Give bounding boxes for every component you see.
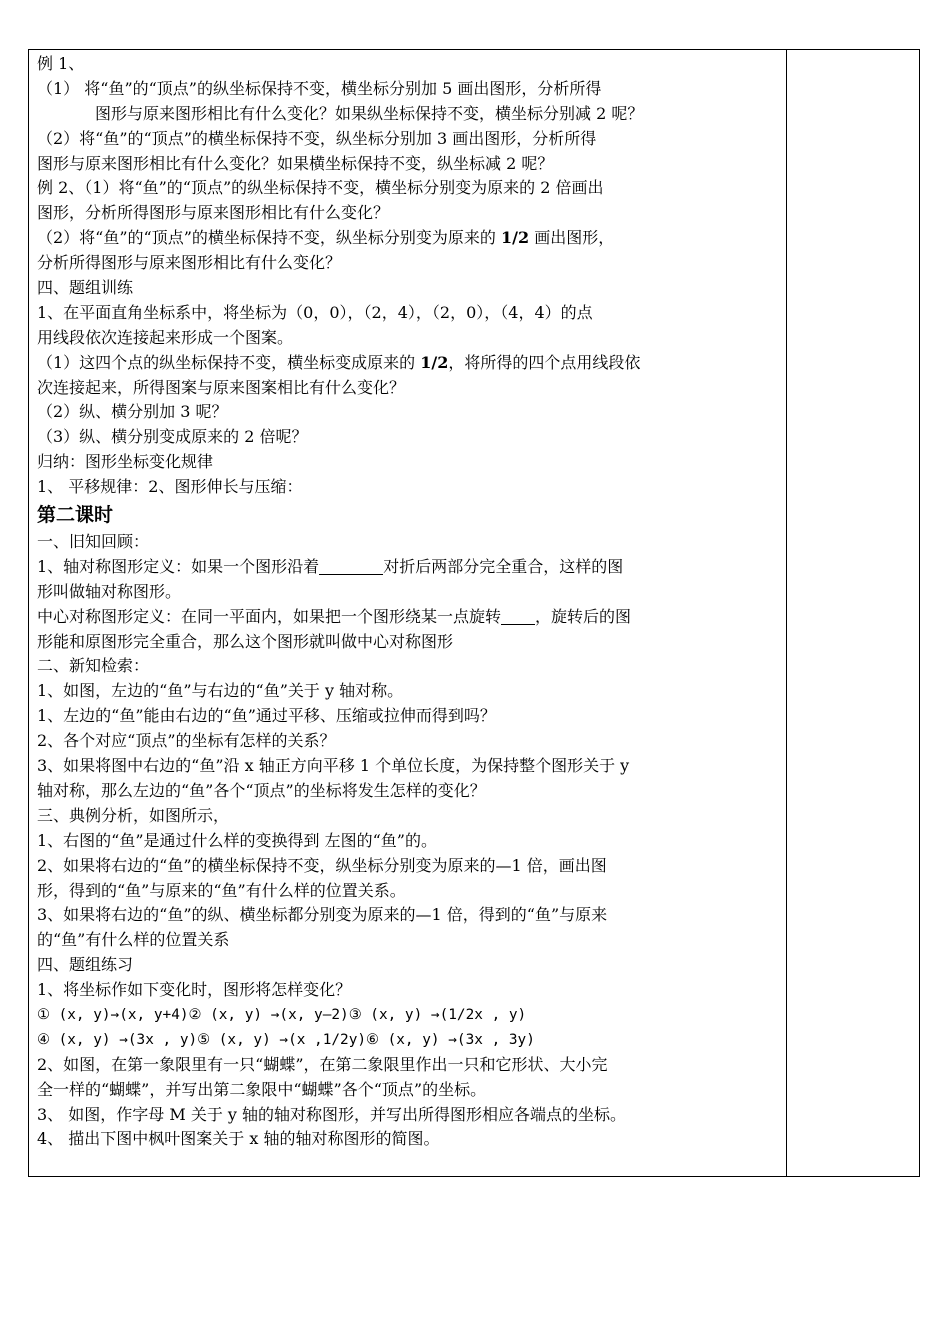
section-4-title: 四、题组训练 — [37, 278, 134, 298]
lesson-content — [37, 52, 749, 1152]
example-1-question-1-cont: 图形与原来图形相比有什么变化？如果纵坐标保持不变，横坐标分别减 2 呢？ — [95, 103, 644, 123]
drill-item: 4、 描出下图中枫叶图案关于 x 轴的轴对称图形的简图。 — [37, 1129, 440, 1149]
example-1-title: 例 1、 — [37, 54, 85, 73]
axis-symmetry-definition-cont: 形叫做轴对称图形。 — [37, 581, 182, 601]
summary-items: 1、 平移规律：2、图形伸长与压缩： — [37, 477, 303, 497]
text-segment: ，旋转后的图 — [535, 606, 632, 626]
new-knowledge-item: 1、如图，左边的“鱼”与右边的“鱼”关于 y 轴对称。 — [37, 681, 404, 701]
central-symmetry-definition — [37, 605, 749, 630]
text-segment: 对折后两部分完全重合，这样的图 — [383, 556, 624, 576]
review-title: 一、旧知回顾： — [37, 532, 150, 552]
drill-transform-row: ① (x, y)→(x, y+4)② (x, y) →(x, y—2)③ (x, y) →(1/2x , y) — [37, 1006, 527, 1023]
lesson-2-heading: 第二课时 — [37, 504, 114, 527]
text-segment: 1、轴对称图形定义：如果一个图形沿着 — [37, 556, 320, 576]
drill-transform-row: ④ (x, y) →(3x , y)⑤ (x, y) →(x ,1/2y)⑥ (x, y) →(3x , 3y) — [37, 1031, 535, 1048]
example-1-question-2-cont: 图形与原来图形相比有什么变化？如果横坐标保持不变，纵坐标减 2 呢？ — [37, 153, 554, 173]
summary-title: 归纳：图形坐标变化规律 — [37, 452, 214, 472]
section-4-sub-3: （3）纵、横分别变成原来的 2 倍呢？ — [37, 427, 308, 447]
case-analysis-title: 三、典例分析，如图所示， — [37, 805, 230, 825]
drill-item: 1、将坐标作如下变化时，图形将怎样变化？ — [37, 980, 352, 1000]
text-segment: 中心对称图形定义：在同一平面内，如果把一个图形绕某一点旋转 — [37, 606, 502, 626]
drill-title: 四、题组练习 — [37, 955, 134, 975]
case-analysis-item-cont: 形，得到的“鱼”与原来的“鱼”有什么样的位置关系。 — [37, 880, 406, 900]
case-analysis-item: 2、如果将右边的“鱼”的横坐标保持不变，纵坐标分别变为原来的—1 倍，画出图 — [37, 855, 607, 875]
case-analysis-item: 3、如果将右边的“鱼”的纵、横坐标都分别变为原来的—1 倍，得到的“鱼”与原来 — [37, 905, 608, 925]
section-4-sub-1-cont: 次连接起来，所得图案与原来图案相比有什么变化？ — [37, 377, 406, 397]
drill-item: 3、 如图，作字母 M 关于 y 轴的轴对称图形，并写出所得图形相应各端点的坐标。 — [37, 1104, 627, 1124]
new-knowledge-item: 2、各个对应“顶点”的坐标有怎样的关系？ — [37, 731, 336, 751]
new-knowledge-item-cont: 轴对称，那么左边的“鱼”各个“顶点”的坐标将发生怎样的变化？ — [37, 780, 486, 800]
text-segment: （1）这四个点的纵坐标保持不变，横坐标变成原来的 — [37, 352, 421, 372]
case-analysis-item-cont: 的“鱼”有什么样的位置关系 — [37, 930, 230, 950]
section-4-sub-2: （2）纵、横分别加 3 呢？ — [37, 402, 228, 422]
text-segment: 画出图形， — [529, 228, 615, 248]
new-knowledge-item: 1、左边的“鱼”能由右边的“鱼”通过平移、压缩或拉伸而得到吗？ — [37, 706, 496, 726]
lesson-table — [28, 49, 920, 1177]
section-4-sub-1 — [37, 351, 749, 376]
bold-fraction: 1/2 — [420, 352, 449, 372]
central-symmetry-definition-cont: 形能和原图形完全重合，那么这个图形就叫做中心对称图形 — [37, 631, 454, 651]
case-analysis-item: 1、右图的“鱼”是通过什么样的变换得到 左图的“鱼”的。 — [37, 830, 437, 850]
example-2-question-2 — [37, 226, 749, 251]
fill-in-blank — [319, 557, 383, 575]
example-2-question-1-cont: 图形，分析所得图形与原来图形相比有什么变化？ — [37, 203, 390, 223]
column-divider — [786, 50, 787, 1176]
drill-item-cont: 全一样的“蝴蝶”，并写出第二象限中“蝴蝶”各个“顶点”的坐标。 — [37, 1079, 487, 1099]
axis-symmetry-definition — [37, 555, 749, 580]
text-segment: （2）将“鱼”的“顶点”的横坐标保持不变，纵坐标分别变为原来的 — [37, 228, 501, 248]
example-1-question-1: （1） 将“鱼”的“顶点”的纵坐标保持不变，横坐标分别加 5 画出图形，分析所得 — [37, 78, 602, 98]
example-2-question-1: 例 2、（1）将“鱼”的“顶点”的纵坐标保持不变，横坐标分别变为原来的 2 倍画出 — [37, 178, 604, 198]
example-1-question-2: （2）将“鱼”的“顶点”的横坐标保持不变，纵坐标分别加 3 画出图形，分析所得 — [37, 128, 597, 148]
drill-item: 2、如图，在第一象限里有一只“蝴蝶”，在第二象限里作出一只和它形状、大小完 — [37, 1054, 608, 1074]
section-4-question-1-cont: 用线段依次连接起来形成一个图案。 — [37, 327, 294, 347]
example-2-question-2-cont: 分析所得图形与原来图形相比有什么变化？ — [37, 253, 342, 273]
text-segment: ，将所得的四个点用线段依 — [448, 352, 641, 372]
new-knowledge-title: 二、新知检索： — [37, 656, 150, 676]
new-knowledge-item: 3、如果将图中右边的“鱼”沿 x 轴正方向平移 1 个单位长度，为保持整个图形关于 y — [37, 756, 630, 776]
section-4-question-1: 1、在平面直角坐标系中，将坐标为（0，0），（2，4），（2，0），（4，4）的点 — [37, 302, 593, 322]
bold-fraction: 1/2 — [501, 228, 530, 248]
fill-in-blank — [501, 607, 535, 625]
